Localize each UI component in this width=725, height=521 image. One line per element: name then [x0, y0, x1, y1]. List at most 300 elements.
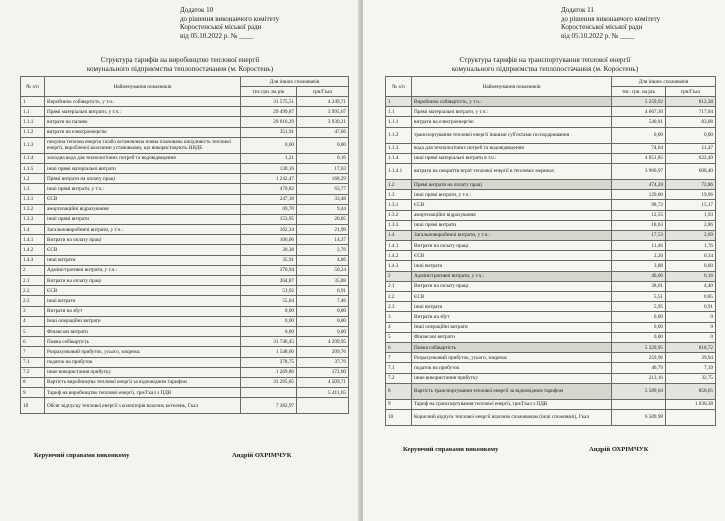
cell-no: 1.4.3 — [21, 255, 45, 265]
cell-v1: 33 295,05 — [241, 377, 297, 387]
cell-name: Витрати на оплату праці — [412, 241, 612, 251]
cell-no: 2.1 — [21, 276, 45, 286]
cell-name: витрати на покриття втрат теплової енергії в теплових мережах — [412, 163, 612, 179]
cell-no: 7.2 — [386, 373, 412, 383]
cell-v2: 17,63 — [297, 163, 349, 173]
cell-name: ЄСВ — [45, 286, 241, 296]
cell-v2: 4,40 — [666, 281, 716, 291]
cell-v1: 213,16 — [612, 373, 666, 383]
table-row — [21, 137, 349, 153]
cell-v2: 0,34 — [666, 251, 716, 261]
cell-name: Корисний відпуск теплової енергії власним споживачам (інші споживачі), Гкал — [412, 409, 612, 425]
cell-no: 7.1 — [386, 363, 412, 373]
cell-no: 10 — [386, 409, 412, 425]
cell-v1: 4 667,30 — [612, 107, 666, 117]
cell-v1: 35,91 — [241, 255, 297, 265]
cell-v1: 0,00 — [612, 312, 666, 322]
cell-no: 8 — [21, 377, 45, 387]
table-row — [386, 153, 716, 163]
cell-name: інші прямі витрати — [45, 214, 241, 224]
cell-v2: 19,96 — [666, 190, 716, 200]
cell-name: амортизаційні відрахування — [412, 210, 612, 220]
cell-no: 1.3 — [386, 190, 412, 200]
cell-v2: 39,94 — [666, 353, 716, 363]
title-line: комунального підприємства теплопостачання (м. Коростень) — [86, 64, 274, 73]
cell-v1: 259,96 — [612, 353, 666, 363]
cell-name: інші витрати — [412, 261, 612, 271]
cell-v2: 0 — [666, 312, 716, 322]
cell-name: ЄСВ — [412, 251, 612, 261]
cell-v2: 50,24 — [297, 265, 349, 275]
cell-v1: 3,88 — [612, 261, 666, 271]
left-document-title — [20, 56, 340, 74]
cell-v2: 0 — [666, 332, 716, 342]
cell-v1: 0,00 — [612, 322, 666, 332]
header-col2: грн/Гкал — [297, 87, 349, 97]
cell-no: 1.3 — [21, 184, 45, 194]
table-row — [386, 281, 716, 291]
cell-v2: 7,19 — [666, 363, 716, 373]
table-row — [21, 276, 349, 286]
table-row — [21, 117, 349, 127]
cell-name: холодна вода для технологічних потреб та водовідведення — [45, 153, 241, 163]
cell-name: Фінансові витрати — [412, 332, 612, 342]
cell-no: 1.4.3 — [386, 261, 412, 271]
cell-name: Прямі матеріальні витрати, у т.ч.: — [45, 107, 241, 117]
cell-v1: 129,00 — [612, 190, 666, 200]
cell-no: 9 — [21, 388, 45, 398]
header-name: Найменування показників — [412, 77, 612, 97]
cell-no: 2.3 — [386, 302, 412, 312]
table-row — [21, 296, 349, 306]
cell-no: 2.3 — [21, 296, 45, 306]
cell-no: 1.3.3 — [386, 220, 412, 230]
cell-v1: 17,53 — [612, 230, 666, 240]
cell-name: транспортування теплової енергії іншими суб'єктами господарювання — [412, 127, 612, 143]
cell-no: 2.1 — [386, 281, 412, 291]
table-row — [21, 214, 349, 224]
cell-v2: 33,48 — [297, 194, 349, 204]
cell-no: 1.1.1 — [386, 117, 412, 127]
right-signature-name: Андрій ОХРІМЧУК — [589, 446, 649, 453]
cell-v2: 9,44 — [297, 204, 349, 214]
table-row — [21, 316, 349, 326]
appendix-line: від 05.10.2022 р. № ____ — [180, 31, 254, 40]
title-line: комунального підприємства теплопостачання (м. Коростень) — [451, 64, 639, 73]
cell-no: 1.4.2 — [21, 245, 45, 255]
cell-v2: 5 411,65 — [297, 388, 349, 398]
cell-name: Розрахунковий прибуток, усього, зокрема: — [412, 353, 612, 363]
cell-no: 10 — [21, 398, 45, 414]
table-row — [386, 353, 716, 363]
cell-v1: 28,61 — [612, 281, 666, 291]
table-row — [386, 97, 716, 107]
cell-name: амортизаційні відрахування — [45, 204, 241, 214]
cell-v1: 1,21 — [241, 153, 297, 163]
table-row — [386, 220, 716, 230]
table-row — [386, 271, 716, 281]
cell-name: інші прямі витрати — [412, 220, 612, 230]
table-row — [386, 117, 716, 127]
cell-v1: 153,95 — [241, 214, 297, 224]
header-col1: тис.грн. на рік — [241, 87, 297, 97]
cell-no: 1.1 — [21, 107, 45, 117]
left-table-body — [21, 97, 349, 414]
cell-name: Розрахунковий прибуток, усього, зокрема: — [45, 347, 241, 357]
cell-name: Прямі витрати на оплату праці — [45, 174, 241, 184]
cell-name: витрати на електроенергію — [45, 127, 241, 137]
table-row — [21, 163, 349, 173]
cell-no: 1.1.5 — [21, 163, 45, 173]
cell-v2: 35,88 — [297, 276, 349, 286]
cell-no: 1.1.2 — [386, 127, 412, 143]
table-row — [21, 255, 349, 265]
cell-v2: 72,86 — [666, 179, 716, 189]
cell-v2: 0,00 — [297, 316, 349, 326]
table-row — [21, 225, 349, 235]
cell-v2: 168,29 — [297, 174, 349, 184]
cell-v1: 74,64 — [612, 143, 666, 153]
cell-v2 — [297, 398, 349, 414]
cell-no: 9 — [386, 399, 412, 409]
cell-v2: 11,47 — [666, 143, 716, 153]
cell-v1: 46,79 — [612, 363, 666, 373]
appendix-line: Коростенської міської ради — [180, 23, 262, 32]
cell-v1: 31 746,45 — [241, 337, 297, 347]
table-row — [386, 107, 716, 117]
cell-v2: 858,65 — [666, 383, 716, 399]
cell-name: Вартість транспортування теплової енергії за відповідним тарифом — [412, 383, 612, 399]
cell-no: 2 — [386, 271, 412, 281]
header-col1: тис. грн. на рік — [612, 87, 666, 97]
cell-name: Обсяг відпуску теплової енергії з колекторів власних котелень, Гкал — [45, 398, 241, 414]
cell-name: інші витрати — [45, 255, 241, 265]
cell-name: інші прямі матеріальні витрати — [45, 163, 241, 173]
cell-no: 1.1.3 — [386, 143, 412, 153]
cell-v2: 812,38 — [666, 97, 716, 107]
cell-name: інші прямі матеріальні витрати в т.ч.: — [412, 153, 612, 163]
cell-v1: 98,72 — [612, 200, 666, 210]
table-row — [21, 194, 349, 204]
cell-v1: 0,00 — [612, 332, 666, 342]
left-appendix-header — [180, 6, 279, 40]
cell-no: 1.3.2 — [386, 210, 412, 220]
cell-v2: 0,60 — [666, 261, 716, 271]
table-row — [21, 97, 349, 107]
cell-name: податок на прибуток — [45, 357, 241, 367]
cell-v1: 7 382,97 — [241, 398, 297, 414]
cell-no: 2.2 — [21, 286, 45, 296]
table-row — [21, 347, 349, 357]
cell-name: Інші операційні витрати — [412, 322, 612, 332]
table-row — [21, 357, 349, 367]
cell-name: інші прямі витрати, у т.ч.: — [45, 184, 241, 194]
cell-name: Загальновиробничі витрати, у т.ч.: — [412, 230, 612, 240]
cell-no: 7.2 — [21, 367, 45, 377]
table-row — [21, 286, 349, 296]
cell-name: витрати на паливо — [45, 117, 241, 127]
cell-name: ЄСВ — [412, 200, 612, 210]
cell-v1: 278,75 — [241, 357, 297, 367]
cell-v2: 4 249,71 — [297, 97, 349, 107]
table-row — [386, 200, 716, 210]
cell-no: 7 — [386, 353, 412, 363]
cell-no: 1.4.1 — [386, 241, 412, 251]
cell-no: 1 — [386, 97, 412, 107]
table-row — [386, 383, 716, 399]
cell-name: ЄСВ — [45, 245, 241, 255]
appendix-line: від 05.10.2022 р. № ____ — [561, 31, 635, 40]
cell-v1: 51,02 — [241, 286, 297, 296]
cell-v1: 29 016,29 — [241, 117, 297, 127]
cell-name: інше використання прибутку — [45, 367, 241, 377]
cell-name: Повна собівартість — [45, 337, 241, 347]
cell-no: 6 — [21, 337, 45, 347]
table-row — [386, 409, 716, 425]
right-appendix-header — [561, 6, 660, 40]
cell-no: 4 — [386, 322, 412, 332]
cell-v2: 6,91 — [297, 286, 349, 296]
cell-name: інші витрати — [45, 296, 241, 306]
title-line: Структура тарифів на виробництво теплової енергії — [100, 56, 260, 64]
cell-v2: 717,04 — [666, 107, 716, 117]
cell-no: 1.1.3 — [21, 137, 45, 153]
table-row — [21, 127, 349, 137]
cell-no: 2.2 — [386, 292, 412, 302]
cell-name: вода для технологічних потреб та водовідведення — [412, 143, 612, 153]
cell-v2: 4,86 — [297, 255, 349, 265]
cell-v1: 351,91 — [241, 127, 297, 137]
cell-no: 1.1.2 — [21, 127, 45, 137]
cell-name: Витрати на оплату праці — [45, 235, 241, 245]
cell-no: 1.1.4.1 — [386, 163, 412, 179]
cell-no: 7 — [21, 347, 45, 357]
cell-v1: 6 509,98 — [612, 409, 666, 425]
cell-v2: 37,76 — [297, 357, 349, 367]
cell-v2: 15,17 — [666, 200, 716, 210]
cell-no: 1.3.3 — [21, 214, 45, 224]
cell-v2: 818,72 — [666, 342, 716, 352]
right-signature-position: Керуючий справами виконкому — [403, 446, 499, 453]
cell-v2: 83,08 — [666, 117, 716, 127]
cell-v2: 32,75 — [666, 373, 716, 383]
cell-v1: 474,28 — [612, 179, 666, 189]
table-row — [386, 332, 716, 342]
appendix-line: до рішення виконавчого комітету — [561, 14, 661, 23]
cell-v2: 0 — [666, 322, 716, 332]
table-row — [386, 127, 716, 143]
cell-no: 1.1 — [386, 107, 412, 117]
cell-v2: 0,00 — [297, 137, 349, 153]
header-name: Найменування показників — [45, 77, 241, 97]
cell-v1: 130,16 — [241, 163, 297, 173]
appendix-line: Додаток 10 — [180, 6, 214, 14]
cell-name: Витрати на збут — [45, 306, 241, 316]
cell-no: 1.3.1 — [21, 194, 45, 204]
cell-name: Повна собівартість — [412, 342, 612, 352]
cell-v2: 622,49 — [666, 153, 716, 163]
cell-no: 4 — [21, 316, 45, 326]
right-document-title — [383, 56, 707, 74]
cell-v1: 12,55 — [612, 210, 666, 220]
cell-v2: 21,99 — [297, 225, 349, 235]
cell-v1: 1 269,86 — [241, 367, 297, 377]
cell-v1: 247,18 — [241, 194, 297, 204]
cell-name: Вартість виробництва теплової енергії за відповідним тарифом — [45, 377, 241, 387]
cell-name: інші прямі витрати, у т.ч.: — [412, 190, 612, 200]
cell-v1: 370,94 — [241, 265, 297, 275]
cell-name: витрати на електроенергію — [412, 117, 612, 127]
cell-name: Інші операційні витрати — [45, 316, 241, 326]
cell-v1 — [612, 399, 666, 409]
appendix-line: Коростенської міської ради — [561, 23, 643, 32]
left-signature-position: Керуючий справами виконкому — [34, 452, 130, 459]
cell-v1: 11,46 — [612, 241, 666, 251]
cell-no: 1.4 — [21, 225, 45, 235]
cell-v2: 209,76 — [297, 347, 349, 357]
left-tariff-table — [20, 76, 349, 414]
cell-no: 1.3.1 — [386, 200, 412, 210]
cell-v1: 1 242,47 — [241, 174, 297, 184]
cell-v2: 0,00 — [297, 326, 349, 336]
cell-name: Тариф на виробництво теплової енергії, грн/Гкал з ПДВ — [45, 388, 241, 398]
cell-name: покупна теплова енергія та/або встановлена повна планована шкідливість теплової енергії, виробленої власними установками, що використовують НВДЕ — [45, 137, 241, 153]
cell-no: 5 — [386, 332, 412, 342]
cell-no: 5 — [21, 326, 45, 336]
cell-no: 2 — [21, 265, 45, 275]
cell-name: інші витрати — [412, 302, 612, 312]
cell-name: Витрати на збут — [412, 312, 612, 322]
table-row — [386, 190, 716, 200]
table-row — [21, 107, 349, 117]
right-page — [363, 0, 725, 521]
cell-v2: 1,93 — [666, 210, 716, 220]
cell-no: 1.4.1 — [21, 235, 45, 245]
cell-no: 8 — [386, 383, 412, 399]
table-row — [386, 241, 716, 251]
cell-no: 3 — [21, 306, 45, 316]
table-row — [386, 143, 716, 153]
cell-no: 1.3.2 — [21, 204, 45, 214]
left-page — [0, 0, 362, 521]
cell-no: 1.4 — [386, 230, 412, 240]
cell-v2: 14,37 — [297, 235, 349, 245]
cell-v1: 0,00 — [241, 306, 297, 316]
table-row — [386, 230, 716, 240]
cell-v1: 5 259,92 — [612, 97, 666, 107]
cell-v2: 1 030,38 — [666, 399, 716, 409]
cell-v2: 20,85 — [297, 214, 349, 224]
cell-v1: 40,06 — [612, 271, 666, 281]
cell-no: 1.2 — [386, 179, 412, 189]
cell-v2: 3 995,67 — [297, 107, 349, 117]
cell-name: інше використання прибутку — [412, 373, 612, 383]
left-signature-name: Андрій ОХРІМЧУК — [232, 452, 292, 459]
cell-v2: 6,16 — [666, 271, 716, 281]
right-tariff-table — [385, 76, 716, 426]
cell-v2: 0,91 — [666, 302, 716, 312]
table-row — [386, 210, 716, 220]
cell-name: Тариф на транспортування теплової енергії, грн/Гкал з ПДВ — [412, 399, 612, 409]
cell-v1: 0,00 — [612, 127, 666, 143]
table-row — [21, 153, 349, 163]
cell-v1: 162,34 — [241, 225, 297, 235]
table-row — [386, 399, 716, 409]
cell-v1: 3 960,97 — [612, 163, 666, 179]
header-group: Для інших споживачів — [241, 77, 349, 87]
title-line: Структура тарифів на транспортування теплової енергії — [459, 56, 631, 64]
table-row — [21, 235, 349, 245]
cell-v1: 20,38 — [241, 245, 297, 255]
cell-v1: 29 499,87 — [241, 107, 297, 117]
cell-v2: 1,76 — [666, 241, 716, 251]
cell-v2: 0,16 — [297, 153, 349, 163]
table-row — [386, 312, 716, 322]
cell-v1: 0,00 — [241, 316, 297, 326]
cell-v2: 3 930,21 — [297, 117, 349, 127]
cell-v1: 470,82 — [241, 184, 297, 194]
cell-name: Прямі витрати на оплату праці — [412, 179, 612, 189]
cell-name: ЄСВ — [45, 194, 241, 204]
cell-v1: 540,81 — [612, 117, 666, 127]
table-row — [21, 174, 349, 184]
cell-v1 — [241, 388, 297, 398]
table-row — [386, 302, 716, 312]
cell-name: Виробнича собівартість, у т.ч.: — [412, 97, 612, 107]
cell-name: Адміністративні витрати, у т.ч.: — [45, 265, 241, 275]
table-row — [386, 363, 716, 373]
cell-v1: 2,20 — [612, 251, 666, 261]
table-row — [21, 204, 349, 214]
cell-name: Фінансові витрати — [45, 326, 241, 336]
table-row — [21, 367, 349, 377]
cell-v1: 31 575,51 — [241, 97, 297, 107]
header-col2: грн/Гкал — [666, 87, 716, 97]
cell-v1: 4 051,85 — [612, 153, 666, 163]
cell-v1: 1 548,60 — [241, 347, 297, 357]
cell-v2: 7,46 — [297, 296, 349, 306]
table-row — [386, 179, 716, 189]
cell-v2: 2,86 — [666, 220, 716, 230]
cell-v1: 5 329,95 — [612, 342, 666, 352]
table-row — [21, 398, 349, 414]
cell-no: 7.1 — [21, 357, 45, 367]
cell-name: податок на прибуток — [412, 363, 612, 373]
cell-no: 1 — [21, 97, 45, 107]
cell-no: 1.1.4 — [386, 153, 412, 163]
appendix-line: до рішення виконавчого комітету — [180, 14, 280, 23]
cell-no: 1.1.4 — [21, 153, 45, 163]
cell-v2: 0,00 — [297, 306, 349, 316]
cell-v2: 608,40 — [666, 163, 716, 179]
cell-name: Загальновиробничі витрати, у т.ч.: — [45, 225, 241, 235]
cell-v1: 5 589,04 — [612, 383, 666, 399]
header-no: № з/п — [21, 77, 45, 97]
cell-v1: 55,04 — [241, 296, 297, 306]
table-row — [21, 265, 349, 275]
header-group: Для інших споживачів — [612, 77, 716, 87]
cell-v2 — [666, 409, 716, 425]
cell-name: Прямі матеріальні витрати, у т.ч.: — [412, 107, 612, 117]
table-row — [21, 388, 349, 398]
cell-v2: 0,85 — [666, 292, 716, 302]
cell-v2: 2,76 — [297, 245, 349, 255]
cell-v1: 0,00 — [241, 326, 297, 336]
cell-v1: 0,00 — [241, 137, 297, 153]
table-row — [386, 342, 716, 352]
cell-v2: 63,77 — [297, 184, 349, 194]
cell-v1: 264,87 — [241, 276, 297, 286]
